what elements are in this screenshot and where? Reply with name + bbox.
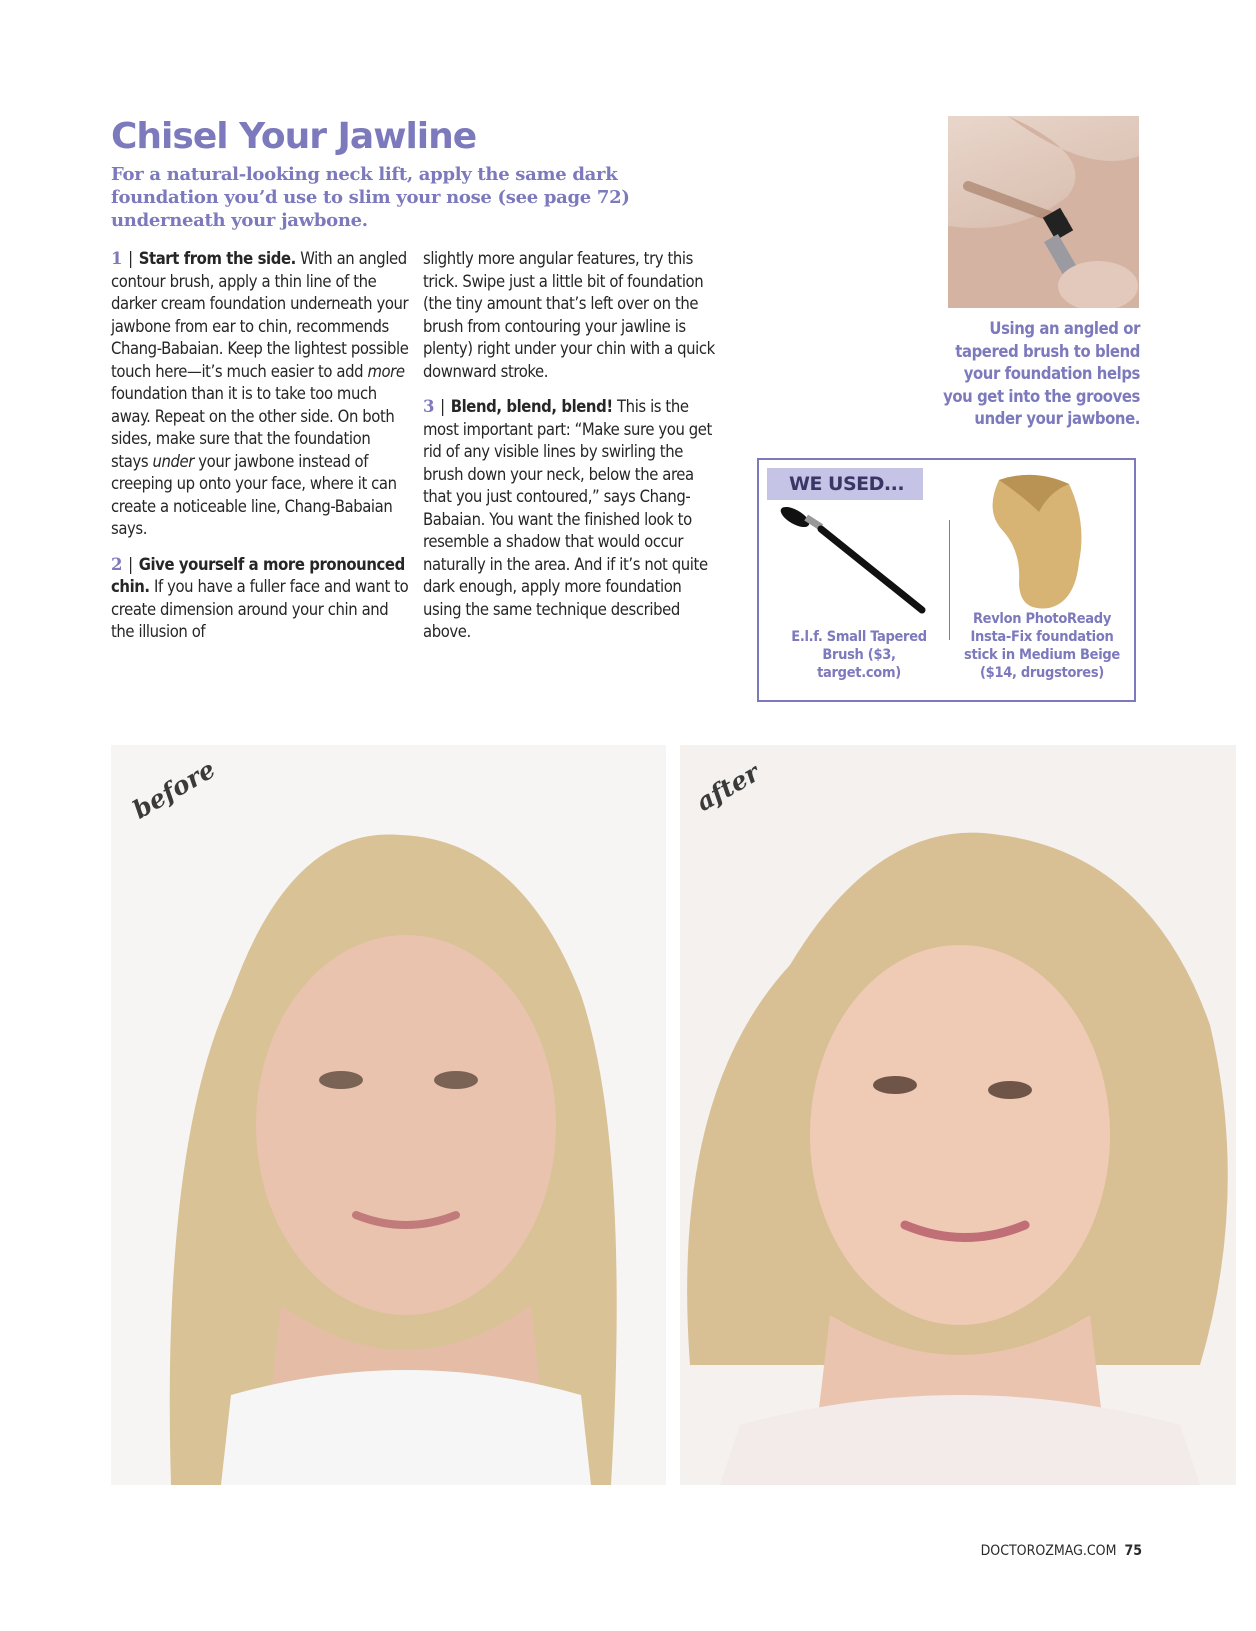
step-3: 3 | Blend, blend, blend! This is the most important part: “Make sure you get rid of any visible lines by swirling the brush down your neck, below the area that you just contoured,” says Chang-Babaian. You want the finished look to resemble a shadow that would occur naturally in the area. And if it’s not quite dark enough, apply more foundation using the same technique described above.	[423, 397, 712, 641]
after-portrait	[680, 745, 1236, 1485]
step-2: 2 | Give yourself a more pronounced chin. If you have a fuller face and want to create dimension around your chin and the illusion of	[111, 554, 409, 641]
after-tag: after	[691, 758, 765, 817]
step-number: 3	[423, 397, 435, 416]
step-heading: Blend, blend, blend!	[450, 397, 613, 416]
step-2-continued: slightly more angular features, try this trick. Swipe just a little bit of foundation (the tiny amount that’s left over on the brush from contouring your jawline is plenty) right under your chin with a quick downward stroke.	[423, 249, 715, 381]
text-column-right	[423, 248, 723, 657]
footer-site: DOCTOROZMAG.COM	[980, 1543, 1117, 1559]
before-photo	[111, 745, 666, 1485]
we-used-label: WE USED...	[767, 468, 923, 500]
step-number: 1	[111, 249, 123, 268]
product-divider	[949, 520, 950, 640]
step-heading: Give yourself a more pronounced chin.	[111, 554, 405, 596]
product-label-brush: E.l.f. Small Tapered Brush ($3, target.com)	[791, 629, 927, 681]
after-photo	[680, 745, 1236, 1485]
brush-icon	[777, 505, 937, 625]
foundation-swatch-icon	[979, 472, 1089, 612]
article-dek: For a natural-looking neck lift, apply the same dark foundation you’d use to slim your nose (see page 72) underneath your jawbone.	[111, 164, 630, 231]
step-heading: Start from the side.	[138, 249, 296, 268]
before-portrait	[111, 745, 666, 1485]
photo-caption: Using an angled or tapered brush to blend your foundation helps you get into the grooves under your jawbone.	[943, 319, 1140, 428]
article-title: Chisel Your Jawline	[111, 116, 477, 157]
step-1: 1 | Start from the side. With an angled contour brush, apply a thin line of the darker cream foundation underneath your jawbone from ear to chin, recommends Chang-Babaian. Keep the lightest possible touch here—it’s much easier to add more foundation than it is to take too much away. Repeat on the other side. On both sides, make sure that the foundation stays under your jawbone instead of creeping up onto your face, where it can create a noticeable line, Chang-Babaian says.	[111, 249, 409, 538]
jawline-illustration	[948, 116, 1139, 308]
we-used-box	[757, 458, 1136, 702]
jawline-brush-photo	[948, 116, 1139, 308]
product-label-foundation: Revlon PhotoReady Insta-Fix foundation stick in Medium Beige ($14, drugstores)	[964, 611, 1120, 681]
page-number: 75	[1124, 1543, 1142, 1559]
before-tag: before	[127, 754, 221, 825]
page-footer	[981, 1543, 1142, 1559]
step-number: 2	[111, 554, 123, 574]
text-column-left	[111, 248, 411, 657]
